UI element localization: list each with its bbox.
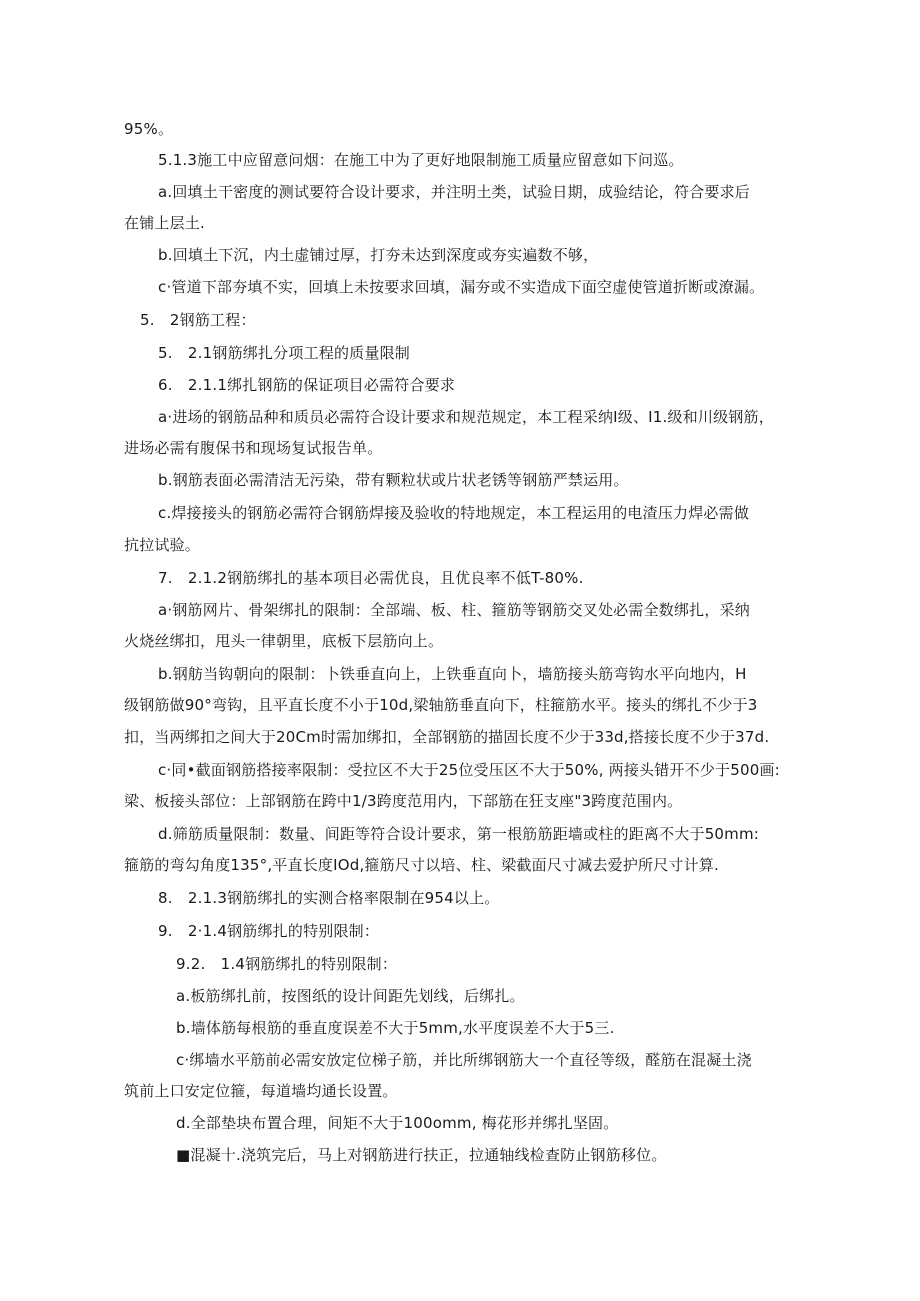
text-line: 6. 2.1.1绑扎钢筋的保证项目必需符合要求 — [158, 376, 456, 394]
text-line: a.板筋绑扎前，按图纸的设计间距先划线，后绑扎。 — [176, 987, 525, 1005]
text-line: 扣，当两绑扣之间大于20Cm时需加绑扣，全部钢筋的描固长度不少于33d,搭接长度不少于37d. — [124, 728, 770, 746]
text-line: 级钢筋做90°弯钩，且平直长度不小于10d,梁轴筋垂直向下，柱箍筋水平。接头的绑扎不少于3 — [124, 696, 758, 714]
text-line: c·同•截面钢筋搭接率限制：受拉区不大于25位受压区不大于50%, 两接头错开不少于500画: — [158, 761, 780, 779]
text-line: 筑前上口安定位箍，每道墙均通长设置。 — [124, 1082, 398, 1100]
text-line: 在铺上层土. — [124, 214, 205, 232]
text-line: 5. 2钢筋工程： — [140, 311, 256, 329]
text-line: 梁、板接头部位：上部钢筋在跨中1/3跨度范用内，下部筋在狂支座"3跨度范围内。 — [124, 792, 683, 810]
text-line: 7. 2.1.2钢筋绑扎的基本项目必需优良，且优良率不低T-80%. — [158, 569, 584, 587]
text-line: a.回填土干密度的测试要符合设计要求，并注明土类，试验日期，成验结论，符合要求后 — [158, 183, 750, 201]
text-line: 抗拉试验。 — [124, 536, 201, 554]
text-line: b.回填土下沉，内土虚铺过厚，打夯未达到深度或夯实遍数不够， — [158, 246, 599, 264]
text-line: 火烧丝绑扣，甩头一律朝里，底板下层筋向上。 — [124, 632, 444, 650]
text-line: 5. 2.1钢筋绑扎分项工程的质量限制 — [158, 344, 410, 362]
text-line: 8. 2.1.3钢筋绑扎的实测合格率限制在954以上。 — [158, 889, 500, 907]
text-line: d.全部垫块布置合理，间矩不大于100omm, 梅花形并绑扎坚固。 — [176, 1114, 619, 1132]
text-line: 9.2. 1.4钢筋绑扎的特别限制： — [176, 955, 398, 973]
text-line: a·进场的钢筋品种和质员必需符合设计要求和规范规定，本工程采纳I级、I1.级和川级钢筋， — [158, 408, 774, 426]
text-line: a·钢筋网片、骨架绑扎的限制：全部端、板、柱、箍筋等钢筋交叉处必需全数绑扎，采纳 — [158, 601, 750, 619]
text-line: ■混凝十.浇筑完后，马上对钢筋进行扶正，拉通轴线检查防止钢筋移位。 — [176, 1146, 667, 1164]
text-line: c.焊接接头的钢筋必需符合钢筋焊接及验收的特地规定，本工程运用的电渣压力焊必需做 — [158, 504, 750, 522]
text-line: d.筛筋质量限制：数量、间距等符合设计要求，第一根筋筋距墙或柱的距离不大于50mm: — [158, 825, 760, 843]
text-line: b.钢筋表面必需清洁无污染，带有颗粒状或片状老锈等钢筋严禁运用。 — [158, 471, 629, 489]
text-line: 进场必需有腹保书和现场复试报告单。 — [124, 439, 383, 457]
text-line: b.墙体筋每根筋的垂直度误差不大于5mm,水平度误差不大于5三. — [176, 1019, 615, 1037]
text-line: c·绑墙水平筋前必需安放定位梯子筋，并比所绑钢筋大一个直径等级，醛筋在混凝土浇 — [176, 1051, 752, 1069]
text-line: 5.1.3施工中应留意问烟：在施工中为了更好地限制施工质量应留意如下问巡。 — [158, 151, 684, 169]
text-line: 95%。 — [124, 120, 174, 138]
text-line: c·管道下部夯填不实，回填上未按要求回填，漏夯或不实造成下面空虚使管道折断或潦漏。 — [158, 278, 765, 296]
text-line: b.钢舫当钩朝向的限制：卜铁垂直向上，上铁垂直向卜，墙筋接头筋弯钩水平向地内，H — [158, 665, 747, 683]
text-line: 9. 2·1.4钢筋绑扎的特别限制： — [158, 922, 380, 940]
text-line: 箍筋的弯勾角度135°,平直长度IOd,箍筋尺寸以培、柱、梁截面尺寸减去爱护所尺寸计算. — [124, 856, 719, 874]
